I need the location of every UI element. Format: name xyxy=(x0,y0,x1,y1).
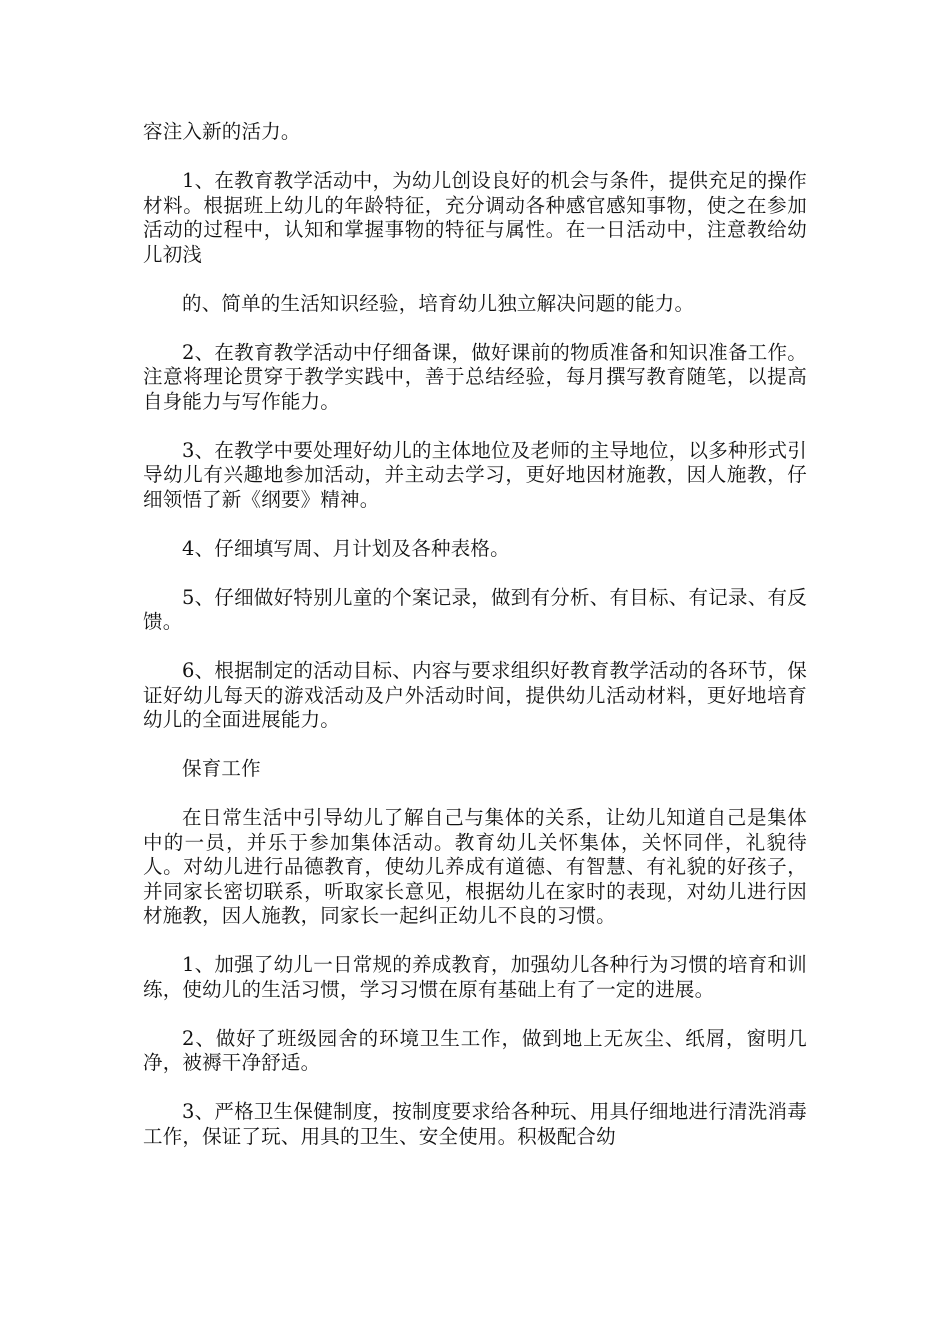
section-heading-care-work: 保育工作 xyxy=(182,757,261,780)
paragraph-care-intro: 在日常生活中引导幼儿了解自己与集体的关系，让幼儿知道自己是集体中的一员，并乐于参加集体活动。教育幼儿关怀集体，关怀同伴，礼貌待人。对幼儿进行品德教育，使幼儿养成有道德、有智慧、有礼貌的好孩子，并同家长密切联系，听取家长意见，根据幼儿在家时的表现，对幼儿进行因材施教，因人施教，同家长一起纠正幼儿不良的习惯。 xyxy=(143,806,807,927)
paragraph-care-item-2: 2、做好了班级园舍的环境卫生工作，做到地上无灰尘、纸屑，窗明几净，被褥干净舒适。 xyxy=(143,1026,807,1074)
document-body xyxy=(143,120,807,1174)
paragraph-care-item-3: 3、严格卫生保健制度，按制度要求给各种玩、用具仔细地进行清洗消毒工作，保证了玩、用具的卫生、安全使用。积极配合幼 xyxy=(143,1100,807,1148)
paragraph-item-1-continued: 的、简单的生活知识经验，培育幼儿独立解决问题的能力。 xyxy=(182,291,695,315)
paragraph-care-item-1: 1、加强了幼儿一日常规的养成教育，加强幼儿各种行为习惯的培育和训练，使幼儿的生活习惯，学习习惯在原有基础上有了一定的进展。 xyxy=(143,953,807,1001)
paragraph-continuation: 容注入新的活力。 xyxy=(143,120,301,143)
paragraph-item-5: 5、仔细做好特别儿童的个案记录，做到有分析、有目标、有记录、有反馈。 xyxy=(143,585,807,633)
paragraph-item-6: 6、根据制定的活动目标、内容与要求组织好教育教学活动的各环节，保证好幼儿每天的游戏活动及户外活动时间，提供幼儿活动材料，更好地培育幼儿的全面进展能力。 xyxy=(143,659,807,731)
paragraph-item-3: 3、在教学中要处理好幼儿的主体地位及老师的主导地位，以多种形式引导幼儿有兴趣地参加活动，并主动去学习，更好地因材施教，因人施教，仔细领悟了新《纲要》精神。 xyxy=(143,438,807,511)
paragraph-item-1: 1、在教育教学活动中，为幼儿创设良好的机会与条件，提供充足的操作材料。根据班上幼儿的年龄特征，充分调动各种感官感知事物，使之在参加活动的过程中，认知和掌握事物的特征与属性。在一日活动中，注意教给幼儿初浅 xyxy=(143,169,807,266)
paragraph-item-4: 4、仔细填写周、月计划及各种表格。 xyxy=(182,536,510,560)
paragraph-item-2: 2、在教育教学活动中仔细备课，做好课前的物质准备和知识准备工作。注意将理论贯穿于教学实践中，善于总结经验，每月撰写教育随笔，以提高自身能力与写作能力。 xyxy=(143,340,807,413)
